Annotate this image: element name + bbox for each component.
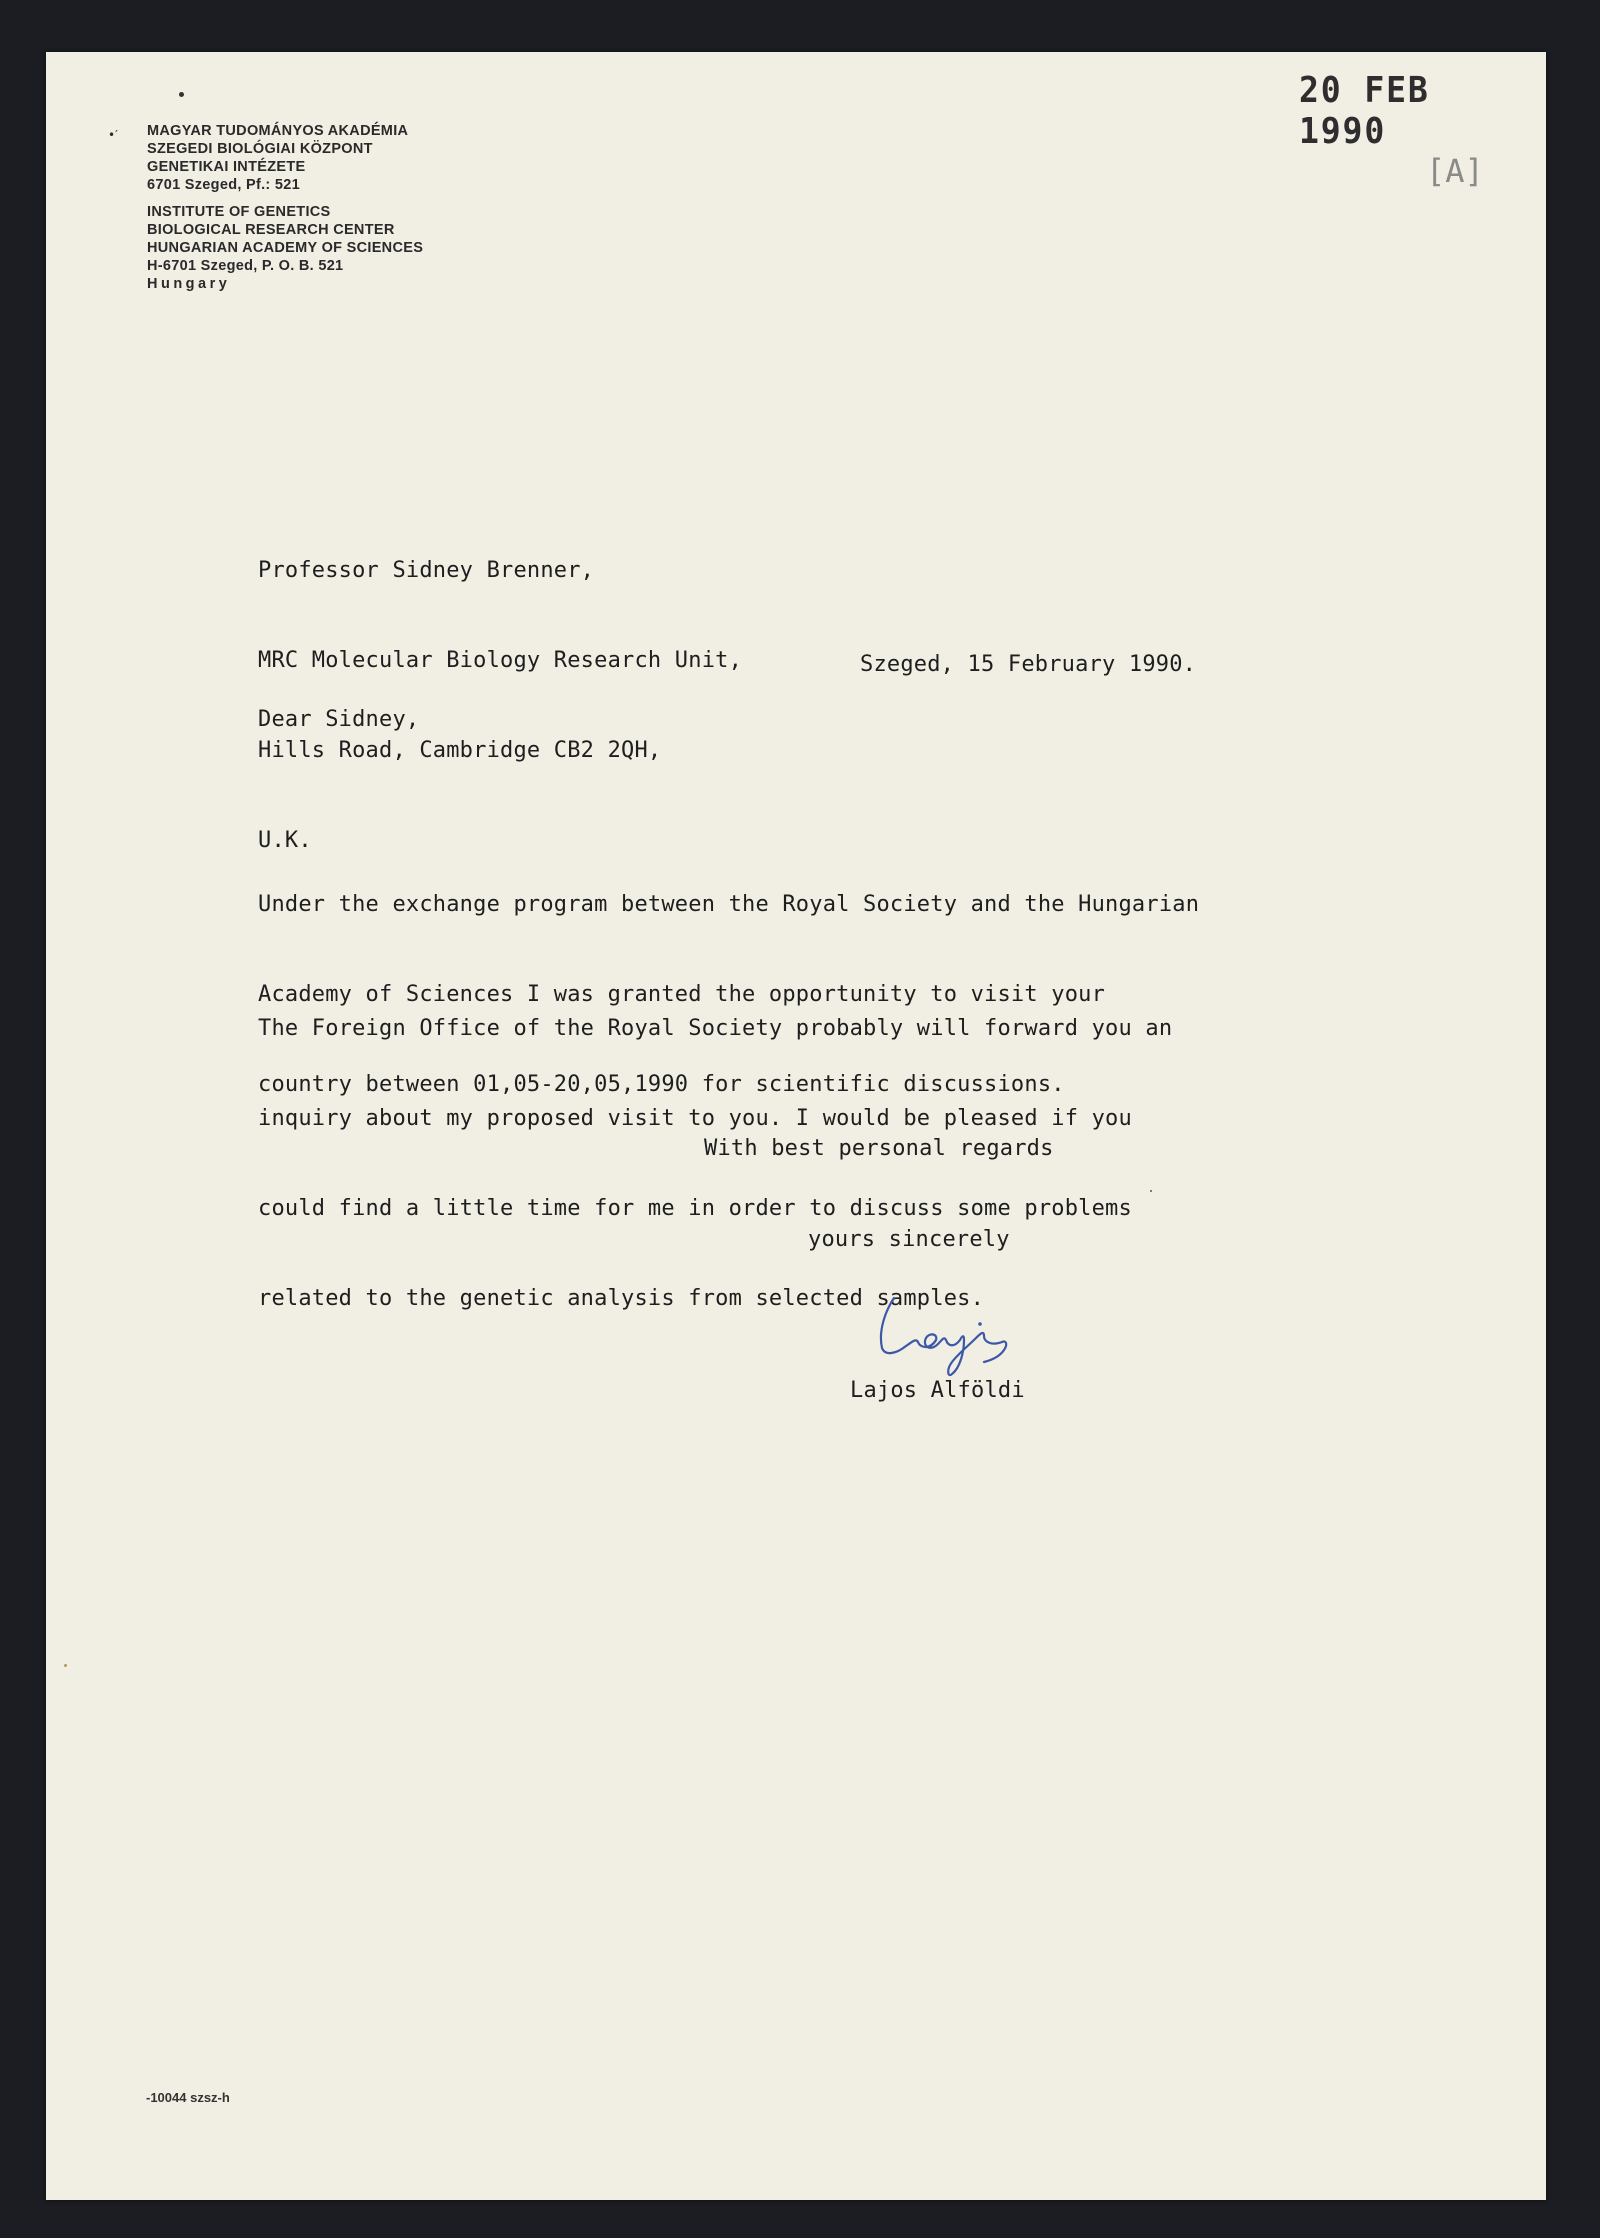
recipient-line2: MRC Molecular Biology Research Unit, [258, 648, 743, 673]
letterhead-hu-line2: SZEGEDI BIOLÓGIAI KÖZPONT [147, 141, 373, 157]
recipient-line3: Hills Road, Cambridge CB2 2QH, [258, 738, 662, 763]
letter-date: Szeged, 15 February 1990. [860, 652, 1197, 677]
letterhead-en-line4: H-6701 Szeged, P. O. B. 521 [147, 258, 344, 274]
signatory-name: Lajos Alföldi [850, 1378, 1025, 1403]
received-date-stamp: 20 FEB 1990 [1299, 70, 1430, 152]
para1-line1: Under the exchange program between the Royal Society and the Hungarian [258, 892, 1200, 917]
letterhead-en-line3: HUNGARIAN ACADEMY OF SCIENCES [147, 240, 424, 256]
letterhead-en-line5: Hungary [147, 276, 231, 292]
para1-line2: Academy of Sciences I was granted the opportunity to visit your [258, 982, 1106, 1007]
letterhead [147, 122, 423, 293]
para2-line3: could find a little time for me in order to discuss some problems [258, 1196, 1132, 1221]
letterhead-en-line1: INSTITUTE OF GENETICS [147, 204, 331, 220]
recipient-line1: Professor Sidney Brenner, [258, 558, 595, 583]
reference-mark: [A] [1426, 152, 1484, 190]
recipient-line4: U.K. [258, 828, 312, 853]
letterhead-en-line2: BIOLOGICAL RESEARCH CENTER [147, 222, 395, 238]
closing-regards: With best personal regards [704, 1136, 1054, 1161]
letterhead-hu-line4: 6701 Szeged, Pf.: 521 [147, 177, 300, 193]
ink-dot [179, 92, 184, 97]
closing-sincerely: yours sincerely [808, 1227, 1010, 1252]
para2-line4: related to the genetic analysis from selected samples. [258, 1286, 985, 1311]
letter-page [46, 52, 1546, 2200]
para2-line1: The Foreign Office of the Royal Society probably will forward you an [258, 1016, 1173, 1041]
salutation: Dear Sidney, [258, 707, 420, 732]
handwritten-signature [872, 1290, 1062, 1380]
letterhead-gap [147, 194, 423, 203]
letterhead-mark: •′ [108, 128, 118, 142]
para2-line2: inquiry about my proposed visit to you. I would be pleased if you [258, 1106, 1132, 1131]
paper-speck [64, 1664, 67, 1667]
letterhead-hu-line1: MAGYAR TUDOMÁNYOS AKADÉMIA [147, 123, 409, 139]
para1-line3: country between 01,05-20,05,1990 for scientific discussions. [258, 1072, 1065, 1097]
footer-print-code: -10044 szsz-h [146, 2090, 230, 2105]
paper-speck [1150, 1190, 1152, 1192]
letterhead-hu-line3: GENETIKAI INTÉZETE [147, 159, 306, 175]
